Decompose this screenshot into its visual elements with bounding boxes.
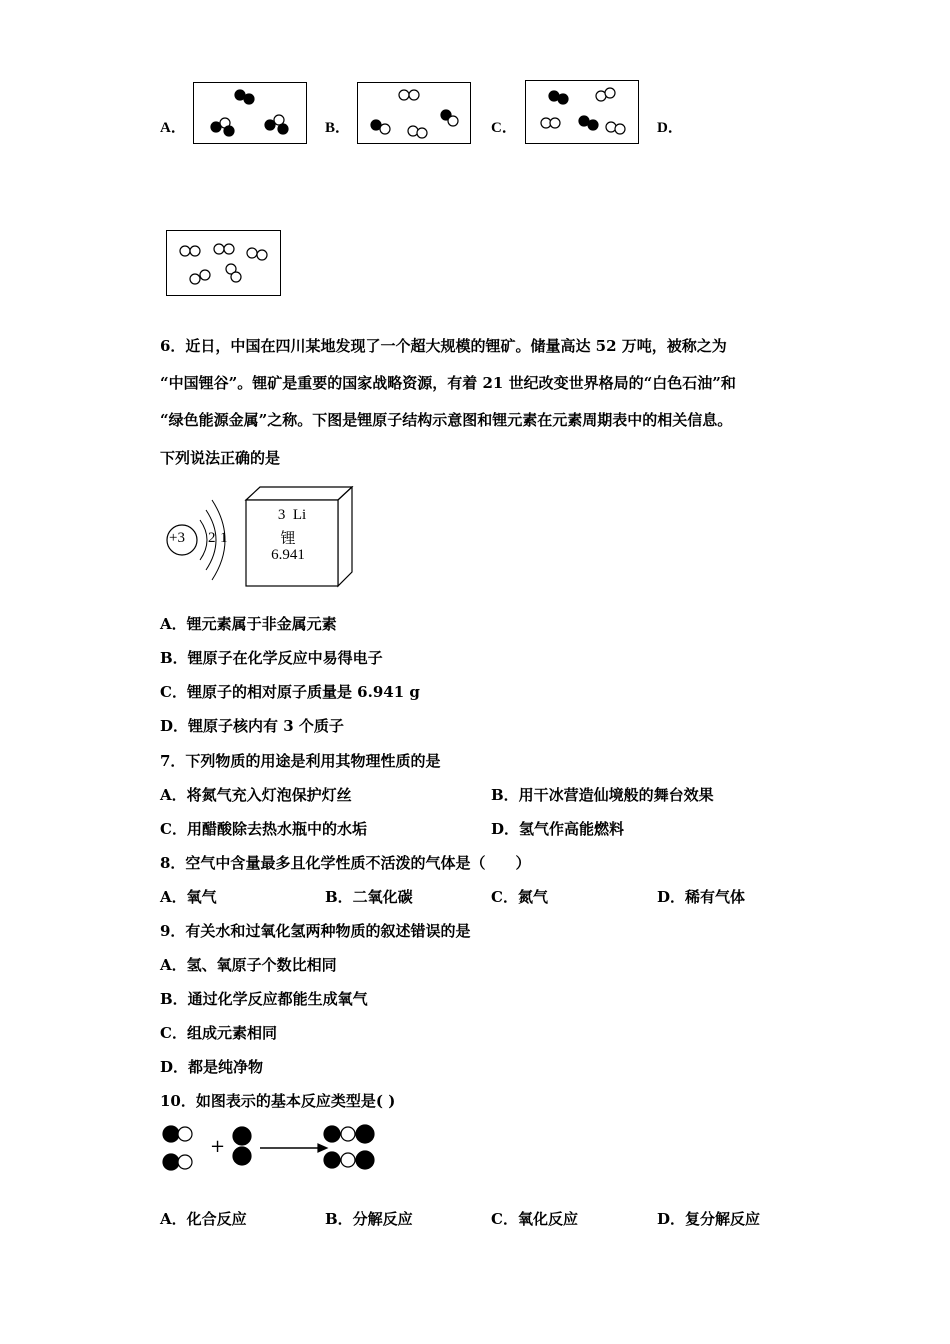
q5-option-a-label[interactable]: A．	[160, 120, 186, 136]
plus-sign: +	[210, 1136, 226, 1157]
q5-option-c-diagram	[525, 80, 639, 144]
molecule-diagram-b	[358, 83, 470, 143]
molecule-diagram-c	[526, 81, 638, 143]
q6-option-b[interactable]: B．锂原子在化学反应中易得电子	[160, 649, 383, 667]
q8-option-c[interactable]: C．氮气	[491, 888, 548, 906]
element-symbol: Li	[292, 507, 307, 523]
q9-option-d[interactable]: D．都是纯净物	[160, 1058, 264, 1076]
q6-stem-line-3: “绿色能源金属”之称。下图是锂原子结构示意图和锂元素在元素周期表中的相关信息。	[160, 411, 733, 429]
q10-option-b[interactable]: B．分解反应	[325, 1210, 413, 1228]
q7-option-a[interactable]: A．将氮气充入灯泡保护灯丝	[160, 786, 352, 804]
q10-option-d[interactable]: D．复分解反应	[657, 1210, 761, 1228]
q8-option-b[interactable]: B．二氧化碳	[325, 888, 413, 906]
element-name: 锂	[280, 529, 296, 547]
lithium-element-cell	[244, 486, 354, 588]
reaction-diagram	[160, 1122, 385, 1174]
q6-option-d[interactable]: D．锂原子核内有 3 个质子	[160, 717, 344, 735]
q6-stem-line-1: 6．近日，中国在四川某地发现了一个超大规模的锂矿。储量高达 52 万吨，被称之为	[160, 337, 727, 355]
q10-stem: 10．如图表示的基本反应类型是( )	[160, 1092, 396, 1110]
q5-option-d-diagram	[166, 230, 281, 296]
q7-option-c[interactable]: C．用醋酸除去热水瓶中的水垢	[160, 820, 367, 838]
q5-option-a-diagram	[193, 82, 307, 144]
q5-option-b-label[interactable]: B．	[325, 120, 351, 136]
q6-option-c[interactable]: C．锂原子的相对原子质量是 6.941 g	[160, 683, 420, 701]
q9-stem: 9．有关水和过氧化氢两种物质的叙述错误的是	[160, 922, 471, 940]
molecule-diagram-a	[194, 83, 306, 143]
shell-2-electrons: 1	[220, 530, 228, 546]
q8-option-a[interactable]: A．氧气	[160, 888, 217, 906]
q5-option-c-label[interactable]: C．	[491, 120, 517, 136]
q7-option-b[interactable]: B．用干冰营造仙境般的舞台效果	[491, 786, 714, 804]
lithium-atom-diagram	[162, 494, 242, 586]
atomic-number: 3	[277, 507, 286, 523]
q5-option-b-diagram	[357, 82, 471, 144]
q9-option-b[interactable]: B．通过化学反应都能生成氧气	[160, 990, 368, 1008]
q9-option-c[interactable]: C．组成元素相同	[160, 1024, 277, 1042]
q6-stem-line-4: 下列说法正确的是	[160, 449, 281, 467]
atomic-mass: 6.941	[271, 547, 305, 563]
q8-option-d[interactable]: D．稀有气体	[657, 888, 746, 906]
q9-option-a[interactable]: A．氢、氧原子个数比相同	[160, 956, 337, 974]
q10-option-c[interactable]: C．氧化反应	[491, 1210, 578, 1228]
q10-option-a[interactable]: A．化合反应	[160, 1210, 247, 1228]
q5-option-d-label[interactable]: D．	[657, 120, 683, 136]
shell-1-electrons: 2	[208, 530, 216, 546]
q8-stem: 8．空气中含量最多且化学性质不活泼的气体是（ ）	[160, 854, 531, 872]
nucleus-charge: +3	[169, 530, 185, 546]
q7-stem: 7．下列物质的用途是利用其物理性质的是	[160, 752, 441, 770]
q7-option-d[interactable]: D．氢气作高能燃料	[491, 820, 625, 838]
molecule-diagram-d	[167, 231, 280, 295]
q6-option-a[interactable]: A．锂元素属于非金属元素	[160, 615, 337, 633]
q6-stem-line-2: “中国锂谷”。锂矿是重要的国家战略资源，有着 21 世纪改变世界格局的“白色石油”和	[160, 374, 736, 392]
